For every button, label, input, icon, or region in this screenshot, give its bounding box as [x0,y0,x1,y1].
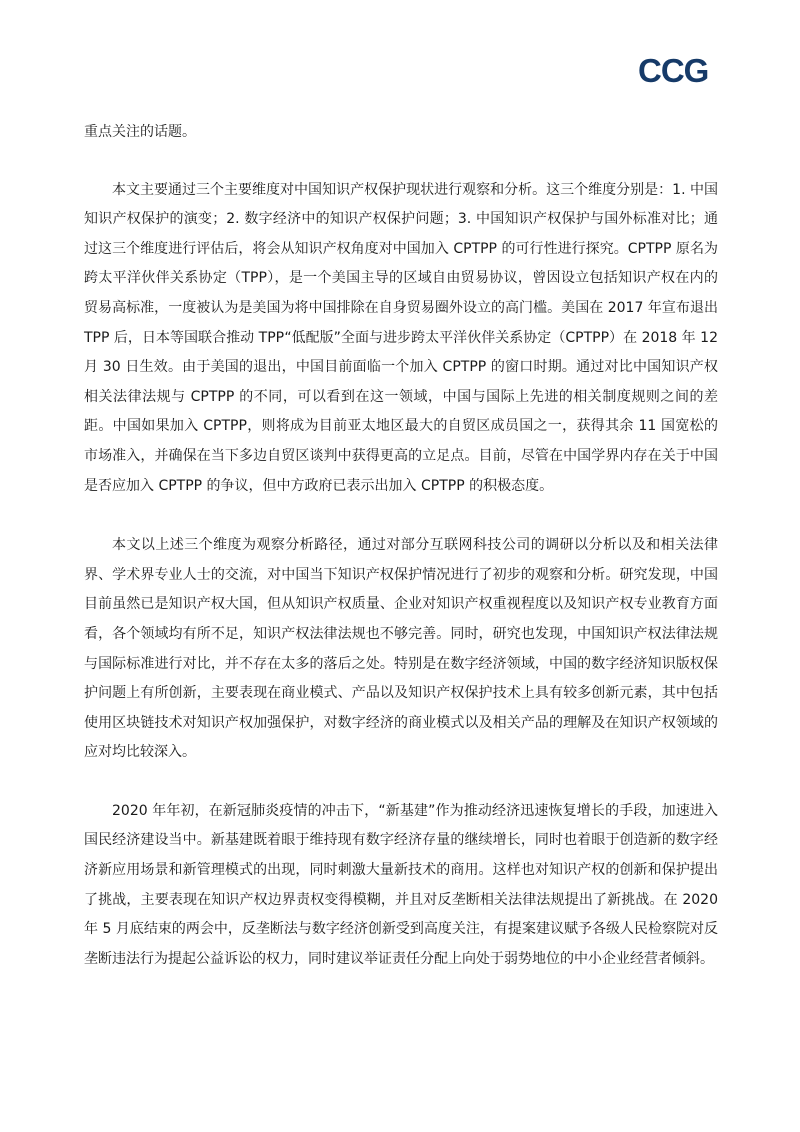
paragraph-research-dimensions: 本文主要通过三个主要维度对中国知识产权保护现状进行观察和分析。这三个维度分别是：1. 中国知识产权保护的演变；2. 数字经济中的知识产权保护问题；3. 中国知识产权保护与国外标准对比；通过这三个维度进行评估后，将会从知识产权角度对中国加入 CPTPP 的可行性进行探究。CPTPP 原名为跨太平洋伙伴关系协定（TPP），是一个美国主导的区域自由贸易协议，曾因设立包括知识产权在内的贸易高标准，一度被认为是美国为将中国排除在自身贸易圈外设立的高门槛。美国在 2017 年宣布退出 TPP 后，日本等国联合推动 TPP“低配版”全面与进步跨太平洋伙伴关系协定（CPTPP）在 2018 年 12 月 30 日生效。由于美国的退出，中国目前面临一个加入 CPTPP 的窗口时期。通过对比中国知识产权相关法律法规与 CPTPP 的不同，可以看到在这一领域，中国与国际上先进的相关制度规则之间的差距。中国如果加入 CPTPP，则将成为目前亚太地区最大的自贸区成员国之一，获得其余 11 国宽松的市场准入，并确保在当下多边自贸区谈判中获得更高的立足点。目前，尽管在中国学界内存在关于中国是否应加入 CPTPP 的争议，但中方政府已表示出加入 CPTPP 的积极态度。 [84,181,718,494]
paragraph-continuation: 重点关注的话题。 [84,124,196,140]
ccg-logo: CCG [638,52,709,89]
document-body [84,118,718,974]
paragraph-new-infrastructure: 2020 年年初，在新冠肺炎疫情的冲击下，“新基建”作为推动经济迅速恢复增长的手段，加速进入国民经济建设当中。新基建既着眼于维持现有数字经济存量的继续增长，同时也着眼于创造新的数字经济新应用场景和新管理模式的出现，同时刺激大量新技术的商用。这样也对知识产权的创新和保护提出了挑战，主要表现在知识产权边界责权变得模糊，并且对反垄断相关法律法规提出了新挑战。在 2020 年 5 月底结束的两会中，反垄断法与数字经济创新受到高度关注，有提案建议赋予各级人民检察院对反垄断违法行为提起公益诉讼的权力，同时建议举证责任分配上向处于弱势地位的中小企业经营者倾斜。 [84,802,718,967]
paragraph-research-findings: 本文以上述三个维度为观察分析路径，通过对部分互联网科技公司的调研以分析以及和相关法律界、学术界专业人士的交流，对中国当下知识产权保护情况进行了初步的观察和分析。研究发现，中国目前虽然已是知识产权大国，但从知识产权质量、企业对知识产权重视程度以及知识产权专业教育方面看，各个领域均有所不足，知识产权法律法规也不够完善。同时，研究也发现，中国知识产权法律法规与国际标准进行对比，并不存在太多的落后之处。特别是在数字经济领域，中国的数字经济知识版权保护问题上有所创新，主要表现在商业模式、产品以及知识产权保护技术上具有较多创新元素，其中包括使用区块链技术对知识产权加强保护，对数字经济的商业模式以及相关产品的理解及在知识产权领域的应对均比较深入。 [84,537,718,761]
